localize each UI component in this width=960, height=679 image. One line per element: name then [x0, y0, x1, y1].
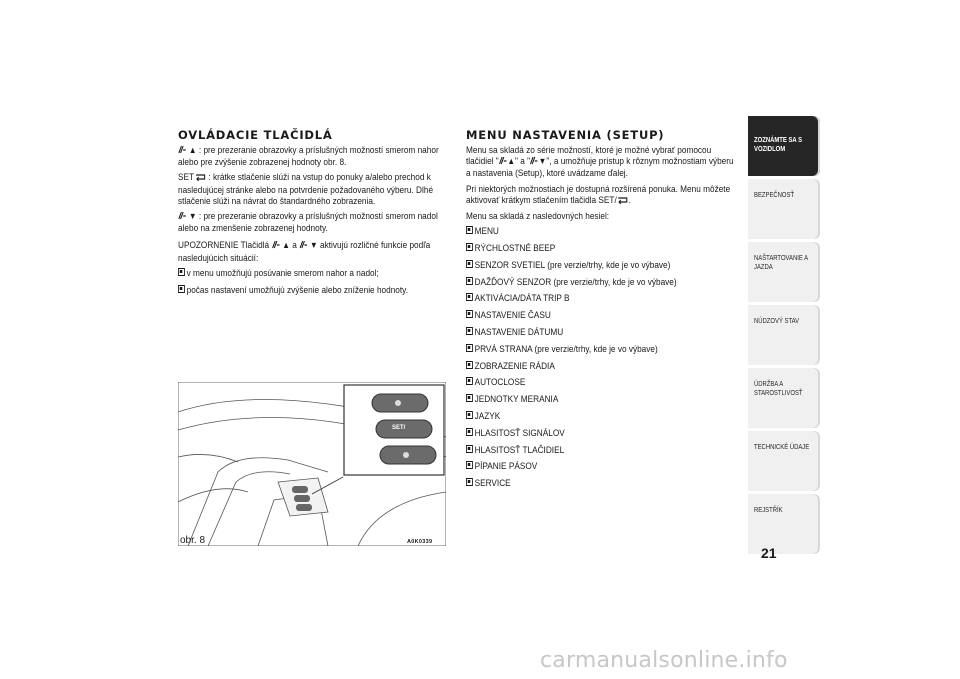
bullet-icon: [466, 226, 473, 234]
return-arrow-icon: [194, 173, 206, 184]
list-item: JAZYK: [466, 411, 737, 422]
scroll-wheel-icon: [178, 211, 187, 223]
tab-label: REJSTŘÍK: [754, 505, 783, 514]
tab-label: ÚDRŽBA A STAROSTLIVOSŤ: [754, 379, 803, 397]
section-heading-setup: MENU NASTAVENIA (SETUP): [466, 128, 665, 142]
triangle-up-icon: ▲: [188, 145, 197, 155]
list-item: ZOBRAZENIE RÁDIA: [466, 361, 737, 372]
tab-label: BEZPEČNOSŤ: [754, 190, 795, 199]
list-item: SENZOR SVETIEL (pre verzie/trhy, kde je vo výbave): [466, 260, 737, 271]
triangle-down-icon: ▼: [538, 156, 547, 167]
list-item: DAŽĎOVÝ SENZOR (pre verzie/trhy, kde je vo výbave): [466, 277, 737, 288]
tab-chapter[interactable]: [748, 431, 820, 491]
return-arrow-icon: [617, 196, 629, 207]
paragraph-extended: Pri niektorých možnostiach je dostupná rozšírená ponuka. Menu môžete aktivovať krátkym stlačením tlačidla SET/ .: [466, 183, 731, 206]
list-item: PRVÁ STRANA (pre verzie/trhy, kde je vo výbave): [466, 344, 737, 355]
list-item: AKTIVÁCIA/DÁTA TRIP B: [466, 293, 737, 304]
bullet-icon: [178, 285, 185, 293]
bullet-icon: [466, 428, 473, 436]
bullet-icon: [178, 268, 185, 276]
tab-label: TECHNICKÉ ÚDAJE: [754, 442, 810, 451]
tab-label: NÚDZOVÝ STAV: [754, 316, 800, 325]
bullet-icon: [466, 361, 473, 369]
triangle-down-icon: ▼: [188, 211, 197, 222]
paragraph-set-button: SET : krátke stlačenie slúži na vstup do ponuky a/alebo prechod k nasledujúcej stránke alebo na potvrdenie požadovaného výberu. Dlhé stlačenie slúži na návrat do štandardného zobrazenia.: [178, 172, 434, 207]
scroll-wheel-icon: [499, 156, 508, 168]
paragraph-intro: Menu sa skladá zo série možností, ktoré je možné vybrať pomocou tlačidiel " ▲" a " ▼", a umožňuje prístup k rôznym možnostiam výberu a nastavenia (Setup), ktoré uvádzame ďalej.: [466, 145, 734, 180]
list-item: NASTAVENIE ČASU: [466, 310, 737, 321]
triangle-down-icon: ▼: [310, 240, 318, 251]
scroll-wheel-icon: [271, 240, 280, 252]
figure-set-label: SET/: [392, 425, 406, 431]
scroll-wheel-icon: [178, 145, 187, 157]
tab-label: NAŠTARTOVANIE A JAZDA: [754, 253, 808, 271]
section-heading-buttons: OVLÁDACIE TLAČIDLÁ: [178, 128, 333, 142]
middle-column: [466, 128, 738, 495]
left-column: [178, 128, 450, 301]
page-number: 21: [761, 545, 777, 561]
tab-label: ZOZNÁMTE SA S VOZIDLOM: [754, 135, 803, 153]
list-item: SERVICE: [466, 478, 737, 489]
tab-chapter[interactable]: [748, 494, 820, 554]
bullet-icon: [466, 377, 473, 385]
warning-paragraph: UPOZORNENIE Tlačidlá ▲ a ▼ aktivujú rozličné funkcie podľa nasledujúcich situácií:: [178, 240, 431, 264]
figure-code: A0K0339: [407, 539, 433, 545]
figure-caption: obr. 8: [180, 535, 206, 546]
triangle-up-icon: ▲: [507, 156, 516, 167]
bullet-icon: [466, 445, 473, 453]
bullet-icon: [466, 243, 473, 251]
chapter-sidebar: [748, 116, 820, 557]
paragraph-list-intro: Menu sa skladá z nasledovných hesiel:: [466, 211, 610, 223]
figure-steering-buttons: [178, 382, 446, 546]
triangle-up-icon: ▲: [282, 240, 290, 251]
list-item: počas nastavení umožňujú zvýšenie alebo zníženie hodnoty.: [178, 285, 449, 296]
bullet-icon: [466, 344, 473, 352]
watermark: carmanualsonline.info: [540, 648, 788, 673]
bullet-icon: [466, 461, 473, 469]
list-item: MENU: [466, 226, 737, 237]
bullet-icon: [466, 394, 473, 402]
bullet-icon: [466, 260, 473, 268]
bullet-icon: [466, 327, 473, 335]
list-item: NASTAVENIE DÁTUMU: [466, 327, 737, 338]
scroll-wheel-icon: [299, 240, 308, 252]
list-item: RÝCHLOSTNÉ BEEP: [466, 243, 737, 254]
list-item: v menu umožňujú posúvanie smerom nahor a nadol;: [178, 268, 449, 279]
bullet-icon: [466, 277, 473, 285]
bullet-icon: [466, 411, 473, 419]
paragraph-down-button: ▼ : pre prezeranie obrazovky a príslušných možností smerom nadol alebo na zmenšenie zobrazenej hodnoty.: [178, 211, 438, 235]
list-item: PÍPANIE PÁSOV: [466, 461, 737, 472]
tab-chapter[interactable]: [748, 179, 820, 239]
paragraph-up-button: ▲ : pre prezeranie obrazovky a príslušných možností smerom nahor alebo pre zvýšenie zobrazenej hodnoty obr. 8.: [178, 145, 439, 169]
list-item: HLASITOSŤ SIGNÁLOV: [466, 428, 737, 439]
tab-chapter[interactable]: [748, 242, 820, 302]
bullet-icon: [466, 293, 473, 301]
bullet-icon: [466, 310, 473, 318]
list-item: JEDNOTKY MERANIA: [466, 394, 737, 405]
tab-chapter[interactable]: [748, 368, 820, 428]
bullet-icon: [466, 478, 473, 486]
menu-items-list: [466, 226, 738, 489]
list-item: AUTOCLOSE: [466, 377, 737, 388]
list-item: HLASITOSŤ TLAČIDIEL: [466, 445, 737, 456]
tab-chapter[interactable]: [748, 116, 820, 176]
tab-chapter[interactable]: [748, 305, 820, 365]
